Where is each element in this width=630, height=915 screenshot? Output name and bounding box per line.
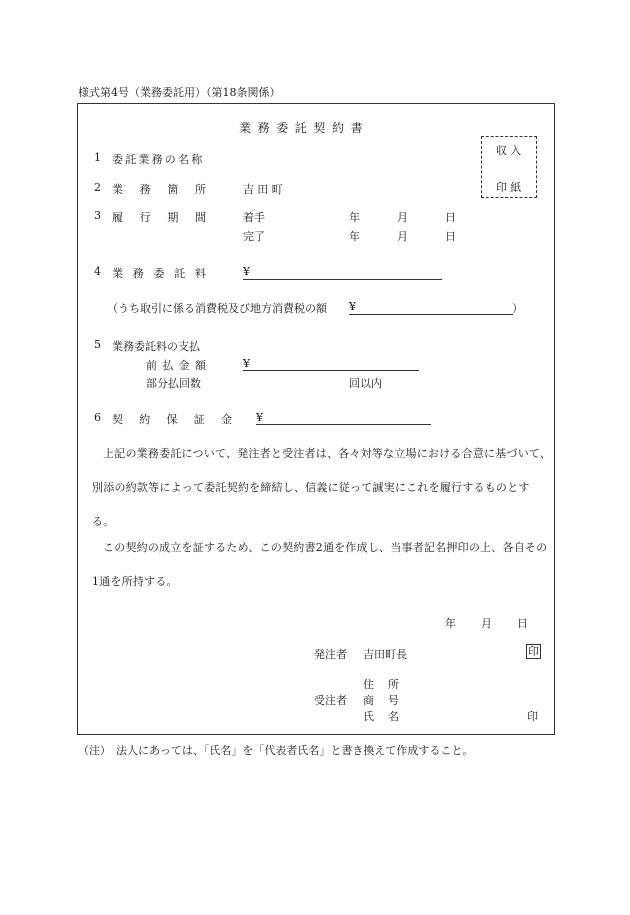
start-day-unit: 日 [445,211,456,224]
document-title: 業務委託契約書 [239,121,370,135]
contractor-trade-name-label: 商 号 [363,694,399,707]
orderer-role: 発注者 [314,648,347,661]
advance-payment-label: 前 払 金 額 [146,359,206,372]
start-month-unit: 月 [397,211,408,224]
item4-label: 業 務 委 託 料 [112,267,206,280]
item1-label: 委託業務の名称 [112,153,205,166]
partial-payment-label: 部分払回数 [146,377,201,390]
end-month-unit: 月 [397,230,408,243]
start-year-unit: 年 [349,211,360,224]
item5-label: 業務委託料の支払 [112,340,200,353]
stamp-label-bottom: 印紙 [496,181,525,194]
end-day-unit: 日 [445,230,456,243]
revenue-stamp-box [481,136,537,198]
item2-label: 業 務 箇 所 [112,183,206,196]
contractor-name-label: 氏 名 [363,710,399,723]
period-start-label: 着手 [243,211,265,224]
note-text: 法人にあっては、「氏名」を「代表者氏名」と書き換えて作成すること。 [116,744,474,757]
date-day-unit: 日 [517,617,528,630]
stamp-label-top: 収入 [496,144,525,157]
date-year-unit: 年 [445,617,456,630]
item6-amount-line [256,424,431,425]
orderer-seal-icon: 印 [528,645,539,658]
orderer-name: 吉田町長 [363,648,407,661]
tax-close: ） [512,302,523,315]
item2-value: 吉田町 [243,183,286,196]
item1-number: 1 [94,151,101,164]
item4-number: 4 [94,265,101,278]
contractor-address-label: 住 所 [363,678,399,691]
item3-number: 3 [94,209,101,222]
advance-yen: ¥ [243,357,250,370]
partial-payment-times: 回以内 [349,377,382,390]
form-header: 様式第4号（業務委託用）（第18条関係） [78,86,281,99]
item2-number: 2 [94,181,101,194]
note-label: （注） [78,744,111,757]
contractor-seal-mark: 印 [527,710,538,723]
end-year-unit: 年 [349,230,360,243]
item6-yen: ¥ [256,411,263,424]
advance-amount-line [243,370,419,371]
item5-number: 5 [94,338,101,351]
item6-label: 契 約 保 証 金 [112,413,232,426]
body-paragraph-1: 上記の業務委託について、発注者と受注者は、各々対等な立場における合意に基づいて、別添の約款等によって委託契約を締結し、信義に従って誠実にこれを履行するものとする。 [92,447,552,528]
tax-label: （うち取引に係る消費税及び地方消費税の額 [107,302,327,315]
tax-yen: ¥ [349,300,356,313]
date-month-unit: 月 [481,617,492,630]
period-end-label: 完了 [243,230,265,243]
item4-yen: ¥ [243,265,250,278]
body-paragraph-2: この契約の成立を証するため、この契約書2通を作成し、当事者記名押印の上、各自その1通を所持する。 [92,541,548,588]
item6-number: 6 [94,411,101,424]
tax-amount-line [349,314,513,315]
contractor-role: 受注者 [314,694,347,707]
item4-amount-line [243,279,442,280]
item3-label: 履 行 期 間 [112,211,206,224]
